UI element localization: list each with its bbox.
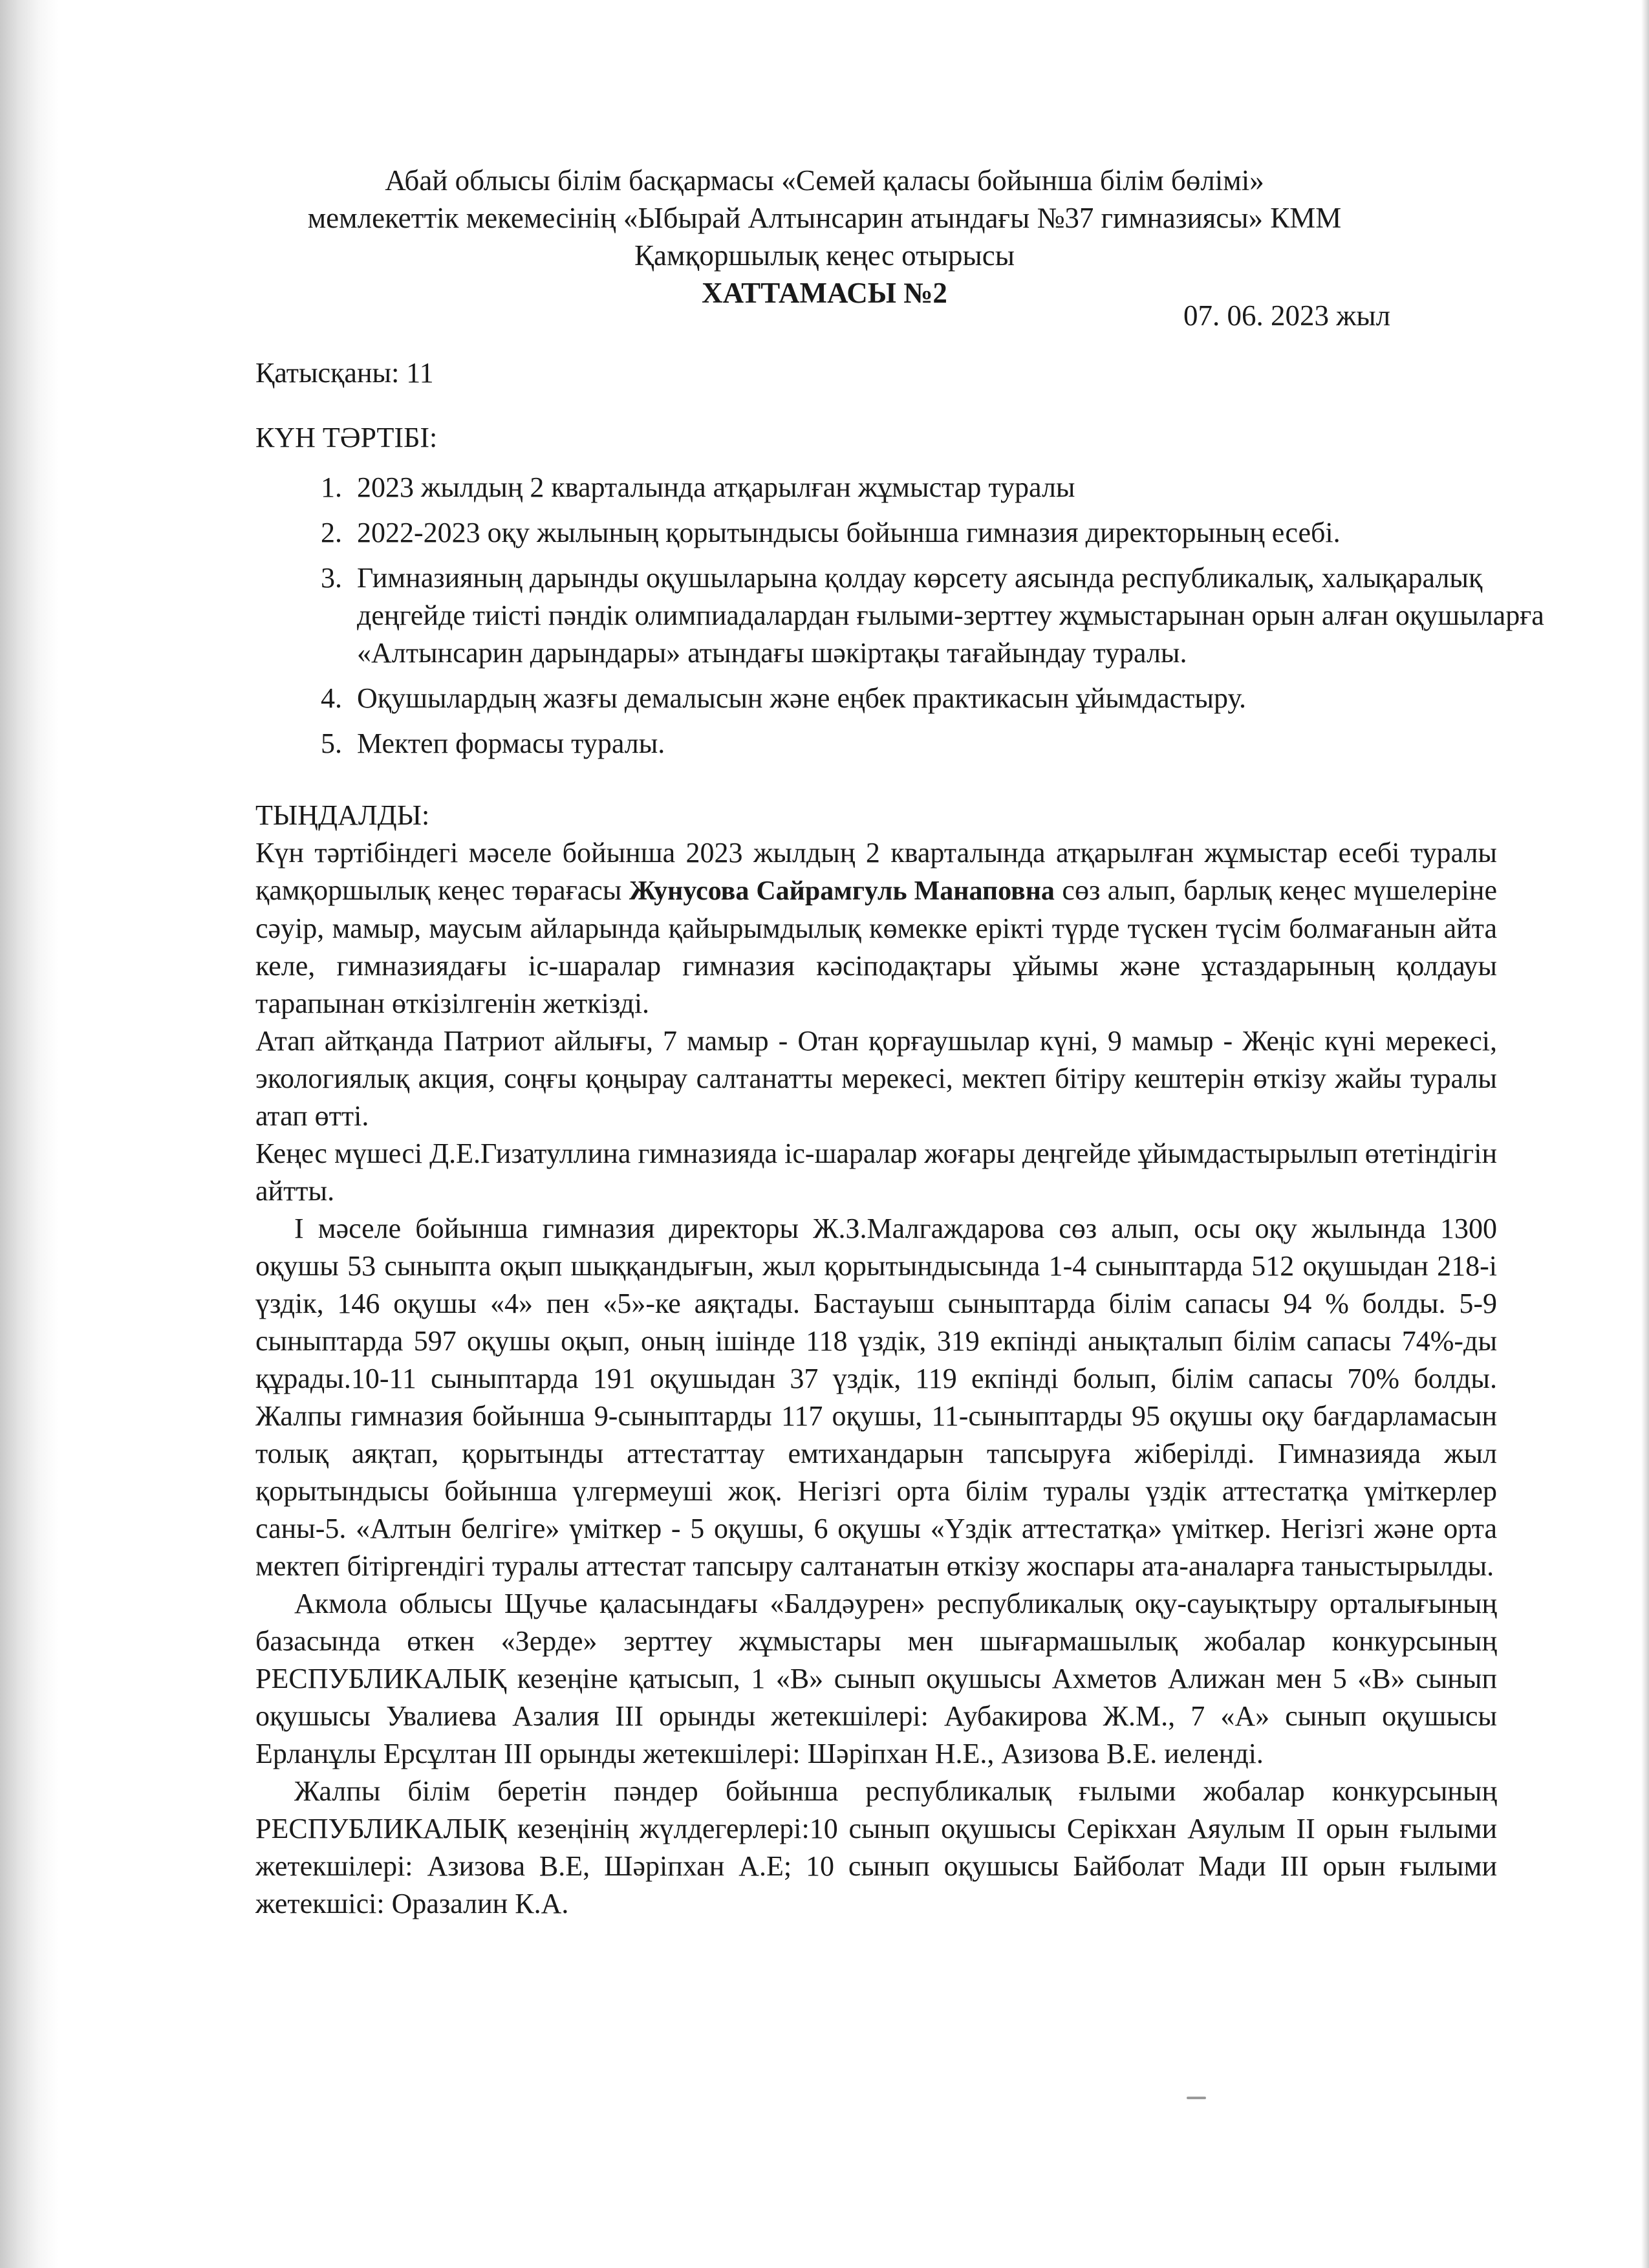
paragraph-chair-report (255, 834, 1497, 1022)
agenda-item: 3. Гимназияның дарынды оқушыларына қолдау көрсету аясында республикалық, халықаралық деңгейде тиісті пәндік олимпиадалардан ғылыми-зерттеу жұмыстарынан орын алған оқушыларға «Алтынсарин дарындары» атындағы шәкіртақы тағайындау туралы. (349, 559, 1552, 672)
agenda-title: КҮН ТӘРТІБІ: (255, 422, 438, 453)
scan-shadow-left (0, 0, 58, 2268)
document-header (129, 162, 1520, 312)
minutes-body (255, 834, 1497, 1923)
paragraph-member-remark: Кеңес мүшесі Д.Е.Гизатуллина гимназияда іс-шаралар жоғары деңгейде ұйымдастырылып өтетіндігін айтты. (255, 1138, 1497, 1207)
paragraph-zerde-contest: Акмола облысы Щучье қаласындағы «Балдәурен» республикалық оқу-сауықтыру орталығының базасында өткен «Зерде» зерттеу жұмыстары мен шығармашылық жобалар конкурсының РЕСПУБЛИКАЛЫҚ кезеңіне қатысып, 1 «В» сынып оқушысы Ахметов Алижан мен 5 «В» сынып оқушысы Увалиева Азалия III орынды жетекшілері: Аубакирова Ж.М., 7 «А» сынып оқушысы Ерланұлы Ерсұлтан III орынды жетекшілері: Шәріпхан Н.Е., Азизова В.Е. иеленді. (255, 1588, 1497, 1769)
agenda-item: 1. 2023 жылдың 2 кварталында атқарылған жұмыстар туралы (349, 469, 1552, 506)
paragraph-text: сөз алып, барлық кеңес мүшелеріне сәуір, мамыр, маусым айларында қайырымдылық көмекке ерікті түрде түскен түсім болмағанын айта келе, гимназиядағы іс-шаралар гимназия кәсіподақтары ұйымы және ұстаздарының қолдауы тарапынан өткізілгенін жеткізді. (255, 874, 1497, 1019)
paragraph-science-projects: Жалпы білім беретін пәндер бойынша республикалық ғылыми жобалар конкурсының РЕСПУБЛИКАЛЫҚ кезеңінің жүлдегерлері:10 сынып оқушысы Серікхан Аяулым ІІ орын ғылыми жетекшілері: Азизова В.Е, Шәріпхан А.Е; 10 сынып оқушысы Байболат Мади ІІІ орын ғылыми жетекшісі: Оразалин К.А. (255, 1775, 1497, 1919)
attendance-count: Қатысқаны: 11 (255, 357, 434, 389)
scan-shadow-right (1641, 0, 1649, 2268)
scan-mark (1187, 2097, 1206, 2099)
heard-title: ТЫҢДАЛДЫ: (255, 799, 430, 831)
document-title: ХАТТАМАСЫ №2 (702, 277, 947, 309)
chair-name: Жунусова Сайрамгуль Манаповна (629, 876, 1055, 906)
paragraph-director-report: І мәселе бойынша гимназия директоры Ж.З.Малгаждарова сөз алып, осы оқу жылында 1300 оқушы 53 сыныпта оқып шыққандығын, жыл қорытындысында 1-4 сыныптарда 512 оқушыдан 218-і үздік, 146 оқушы «4» пен «5»-ке аяқтады. Бастауыш сыныптарда білім сапасы 94 % болды. 5-9 сыныптарда 597 оқушы оқып, оның ішінде 118 үздік, 319 екпінді анықталып білім сапасы 74%-ды құрады.10-11 сыныптарда 191 оқушыдан 37 үздік, 119 екпінді болып, білім сапасы 70% болды. Жалпы гимназия бойынша 9-сыныптарды 117 оқушы, 11-сыныптарды 95 оқушы оқу бағдарламасын толық аяқтап, қорытынды аттестаттау емтихандарын тапсыруға жіберілді. Гимназияда жыл қорытындысы бойынша үлгермеуші жоқ. Негізгі орта білім туралы үздік аттестатқа үміткерлер саны-5. «Алтын белгіге» үміткер - 5 оқушы, 6 оқушы «Үздік аттестатқа» үміткер. Негізгі және орта мектеп бітіргендігі туралы аттестат тапсыру салтанатын өткізу жоспары ата-аналарға таныстырылды. (255, 1213, 1497, 1582)
agenda-item: 2. 2022-2023 оқу жылының қорытындысы бойынша гимназия директорының есебі. (349, 514, 1552, 552)
paragraph-text: Күн тәртібіндегі мәселе бойынша 2023 жылдың 2 кварталында атқарылған жұмыстар есебі туралы қамқоршылық кеңес төрағасы (255, 837, 1497, 906)
header-line-1: Абай облысы білім басқармасы «Семей қаласы бойынша білім бөлімі» (385, 164, 1264, 197)
document-date: 07. 06. 2023 жыл (1183, 299, 1391, 332)
agenda-item: 5. Мектеп формасы туралы. (349, 725, 1552, 762)
agenda-list (297, 469, 1552, 770)
header-line-2: мемлекеттік мекемесінің «Ыбырай Алтынсарин атындағы №37 гимназиясы» КММ (307, 202, 1342, 234)
header-line-3: Қамқоршылық кеңес отырысы (634, 239, 1015, 272)
agenda-item: 4. Оқушылардың жазғы демалысын және еңбек практикасын ұйымдастыру. (349, 680, 1552, 717)
paragraph-events: Атап айтқанда Патриот айлығы, 7 мамыр - Отан қорғаушылар күні, 9 мамыр - Жеңіс күні мерекесі, экологиялық акция, соңғы қоңырау салтанатты мерекесі, мектеп бітіру кештерін өткізу жайы туралы атап өтті. (255, 1025, 1497, 1132)
